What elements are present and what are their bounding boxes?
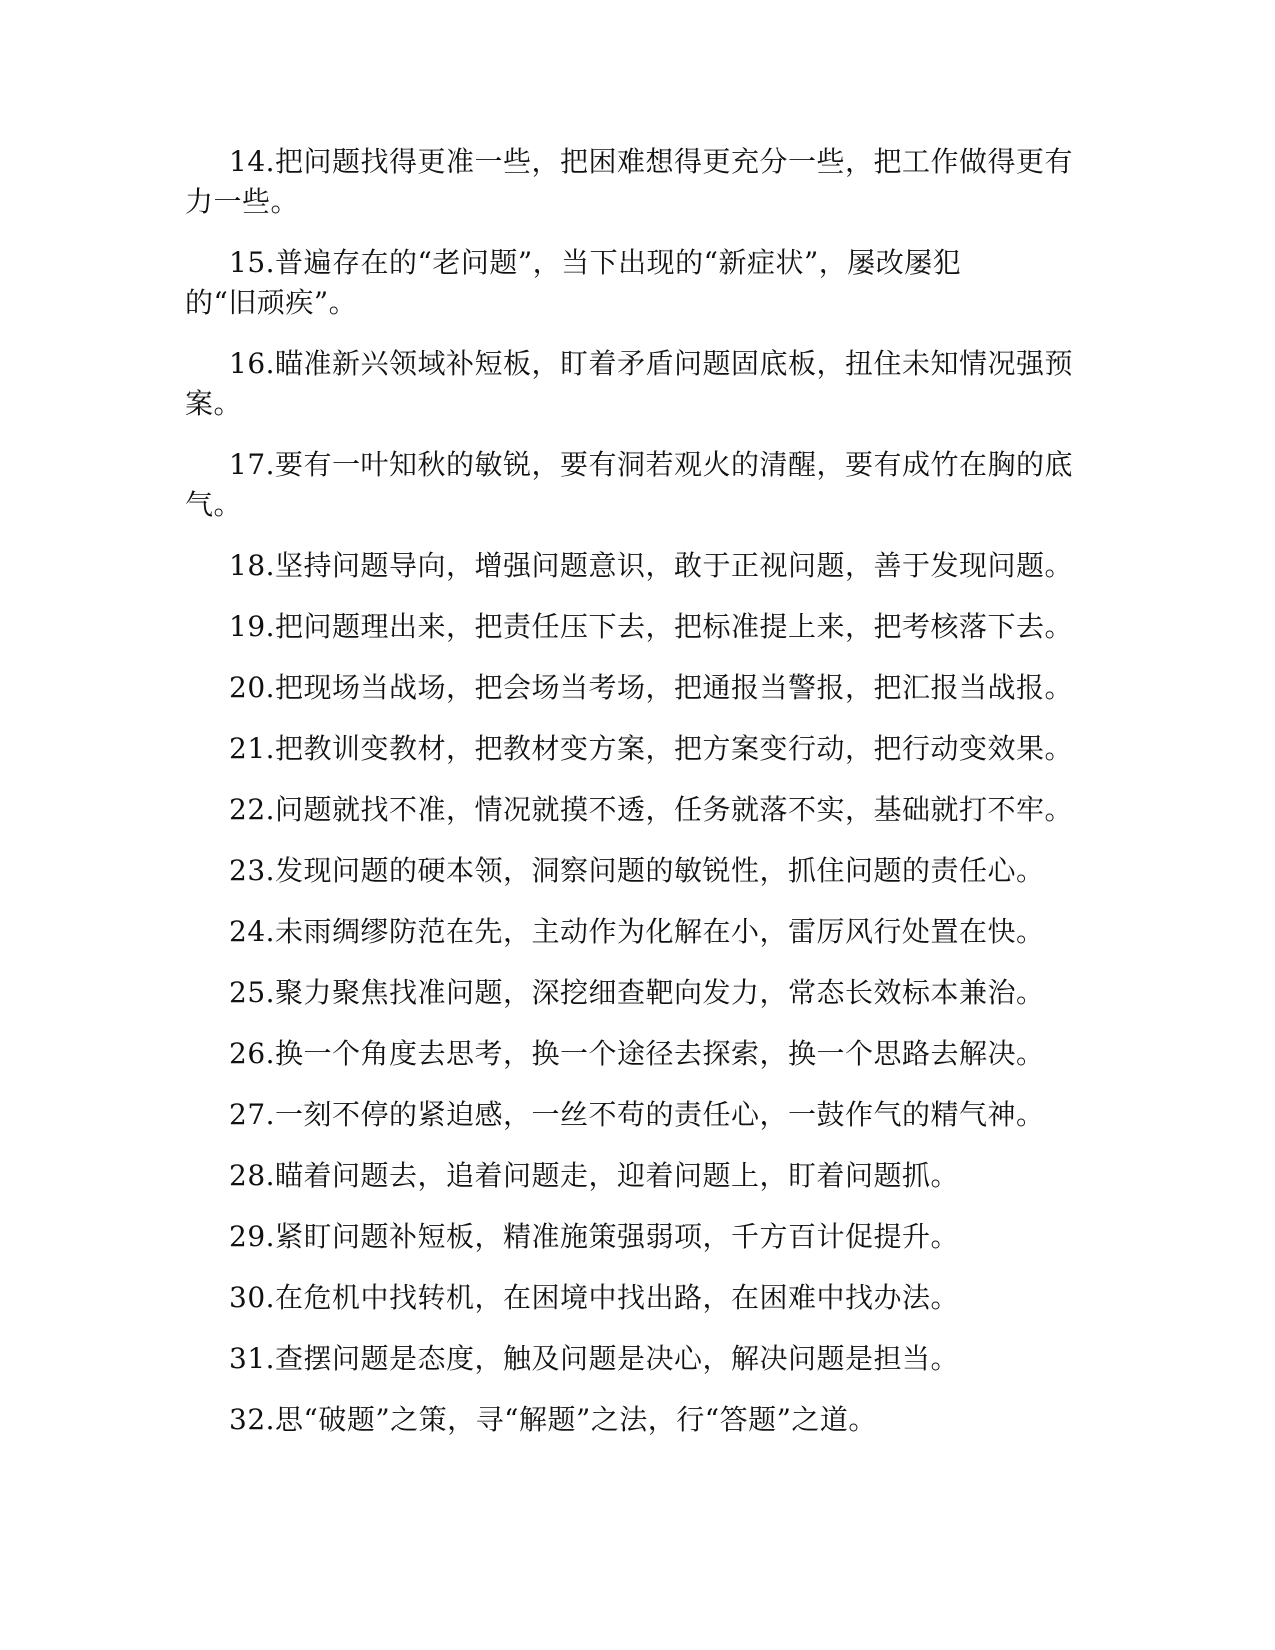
paragraph-26: 26.换一个角度去思考，换一个途径去探索，换一个思路去解决。 <box>229 1037 1045 1070</box>
paragraph-25: 25.聚力聚焦找准问题，深挖细查靶向发力，常态长效标本兼治。 <box>229 976 1045 1009</box>
paragraph-30: 30.在危机中找转机，在困境中找出路，在困难中找办法。 <box>229 1281 960 1314</box>
paragraph-14: 14.把问题找得更准一些，把困难想得更充分一些，把工作做得更有力一些。 <box>185 145 1074 218</box>
paragraph-23: 23.发现问题的硬本领，洞察问题的敏锐性，抓住问题的责任心。 <box>229 854 1045 887</box>
paragraph-24: 24.未雨绸缪防范在先，主动作为化解在小，雷厉风行处置在快。 <box>229 915 1045 948</box>
paragraph-28: 28.瞄着问题去，追着问题走，迎着问题上，盯着问题抓。 <box>229 1159 960 1192</box>
paragraph-19: 19.把问题理出来，把责任压下去，把标准提上来，把考核落下去。 <box>229 610 1074 643</box>
document-body <box>185 142 1075 1461</box>
paragraph-20: 20.把现场当战场，把会场当考场，把通报当警报，把汇报当战报。 <box>229 671 1074 704</box>
paragraph-27: 27.一刻不停的紧迫感，一丝不苟的责任心，一鼓作气的精气神。 <box>229 1098 1045 1131</box>
paragraph-15: 15.普遍存在的“老问题”，当下出现的“新症状”，屡改屡犯的“旧顽疾”。 <box>185 246 962 319</box>
paragraph-22: 22.问题就找不准，情况就摸不透，任务就落不实，基础就打不牢。 <box>229 793 1074 826</box>
paragraph-31: 31.查摆问题是态度，触及问题是决心，解决问题是担当。 <box>229 1342 960 1375</box>
paragraph-17: 17.要有一叶知秋的敏锐，要有洞若观火的清醒，要有成竹在胸的底气。 <box>185 448 1074 521</box>
paragraph-29: 29.紧盯问题补短板，精准施策强弱项，千方百计促提升。 <box>229 1220 960 1253</box>
paragraph-32: 32.思“破题”之策，寻“解题”之法，行“答题”之道。 <box>229 1403 877 1436</box>
paragraph-18: 18.坚持问题导向，增强问题意识，敢于正视问题，善于发现问题。 <box>229 549 1074 582</box>
paragraph-21: 21.把教训变教材，把教材变方案，把方案变行动，把行动变效果。 <box>229 732 1074 765</box>
paragraph-16: 16.瞄准新兴领域补短板，盯着矛盾问题固底板，扭住未知情况强预案。 <box>185 347 1074 420</box>
